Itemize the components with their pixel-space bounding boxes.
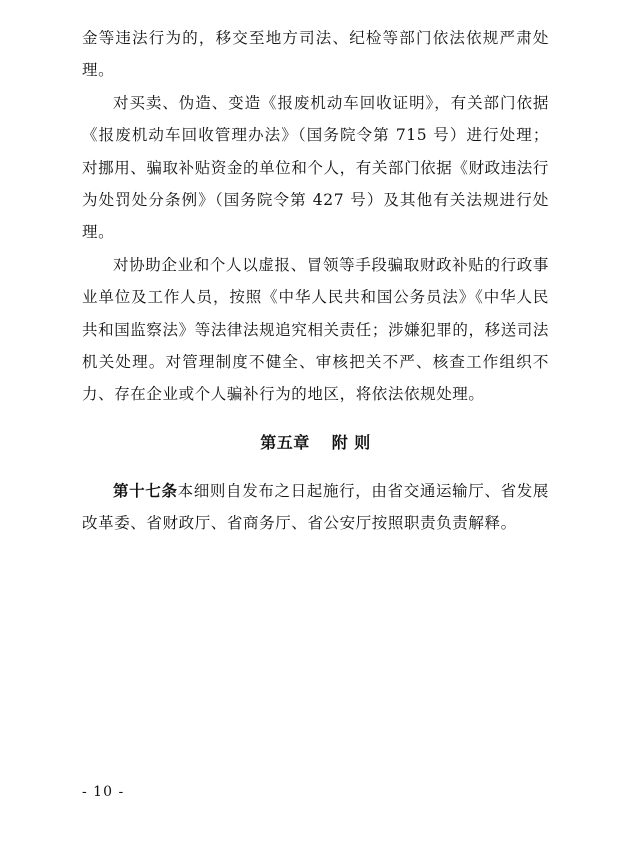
article-17 (82, 475, 549, 540)
paragraph-continuation: 金等违法行为的，移交至地方司法、纪检等部门依法依规严肃处理。 (82, 29, 549, 80)
article-heading: 第十七条 (113, 480, 178, 500)
chapter-number: 第五章 (260, 432, 310, 452)
page-number: - 10 - (82, 784, 125, 800)
paragraph-accountability: 对协助企业和个人以虚报、冒领等手段骗取财政补贴的行政事业单位及工作人员，按照《中华人民共和国公务员法》《中华人民共和国监察法》等法律法规追究相关责任；涉嫌犯罪的，移送司法机关处理。对管理制度不健全、审核把关不严、核查工作组织不力、存在企业或个人骗补行为的地区，将依法依规处理。 (82, 255, 549, 404)
article-text: 本细则自发布之日起施行，由省交通运输厅、省发展改革委、省财政厅、省商务厅、省公安厅按照职责负责解释。 (82, 481, 549, 533)
chapter-name: 附 则 (331, 432, 371, 452)
document-body (82, 22, 549, 540)
paragraph-certificate-violations: 对买卖、伪造、变造《报废机动车回收证明》，有关部门依据《报废机动车回收管理办法》（国务院令第 715 号）进行处理；对挪用、骗取补贴资金的单位和个人，有关部门依据《财政违法行为处罚处分条例》（国务院令第 427 号）及其他有关法规进行处理。 (82, 93, 549, 242)
chapter-title (82, 427, 549, 459)
